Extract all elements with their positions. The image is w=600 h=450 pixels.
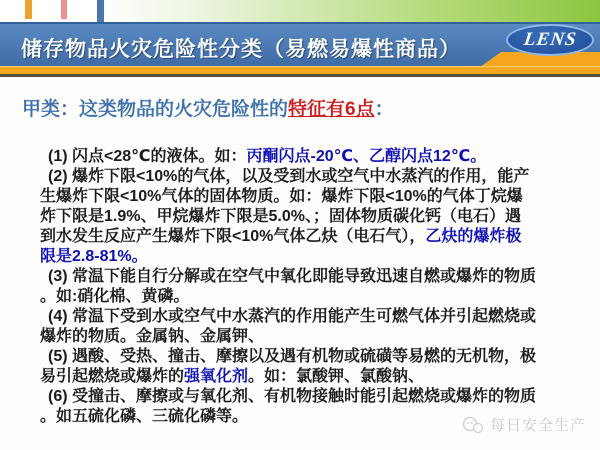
body-line xyxy=(40,267,592,287)
body-line xyxy=(40,327,592,347)
lens-logo-text: LENS xyxy=(522,29,578,50)
body-line xyxy=(40,147,592,167)
body-segment: 。如：氯酸钾、氯酸钠、 xyxy=(248,368,425,385)
highlighted-text: 乙炔的爆炸极 xyxy=(425,228,522,245)
top-gradient-strip xyxy=(0,0,600,22)
body-segment: (2) 爆炸下限<10%的气体，以及受到水或空气中水蒸汽的作用，能产 xyxy=(48,168,530,185)
body-segment: (6) 受撞击、摩擦或与氧化剂、有机物接触时能引起燃烧或爆炸的物质 xyxy=(48,388,537,405)
decor-bar-orange xyxy=(25,0,32,19)
heading-emphasis: 特征有6点 xyxy=(288,99,375,120)
body-segment: 生爆炸下限<10%气体的固体物质。如：爆炸下限<10%的气体丁烷爆 xyxy=(40,188,523,205)
body-segment: (4) 常温下受到水或空气中水蒸汽的作用能产生可燃气体并引起燃烧或 xyxy=(48,308,537,325)
section-heading xyxy=(22,94,394,121)
slide-title: 储存物品火灾危险性分类（易燃易爆性商品） xyxy=(21,38,461,61)
decor-bar-pink xyxy=(61,0,67,19)
body-segment: 到水发生反应产生爆炸下限<10%气体乙炔（电石气）， xyxy=(40,228,426,245)
watermark xyxy=(461,414,586,435)
banner-orange-strip xyxy=(0,66,600,74)
body-line xyxy=(40,367,592,387)
body-text xyxy=(40,147,592,427)
body-segment: (5) 遇酸、受热、撞击、摩擦以及遇有机物或硫磺等易燃的无机物，极 xyxy=(48,348,537,365)
body-line xyxy=(40,287,592,307)
body-line xyxy=(40,207,592,227)
body-segment: 易引起燃烧或爆炸的 xyxy=(40,368,185,385)
body-line xyxy=(40,187,592,207)
highlighted-text: 强氧化剂 xyxy=(184,368,249,385)
heading-lead: 甲类：这类物品的火灾危险性的 xyxy=(22,99,289,120)
body-segment: 。如:硝化棉、黄磷。 xyxy=(40,288,190,305)
body-line xyxy=(40,347,592,367)
body-line xyxy=(40,247,592,267)
watermark-logo-icon xyxy=(461,415,485,435)
heading-tail: ： xyxy=(374,99,394,120)
banner-dark-underline xyxy=(0,74,600,77)
body-line xyxy=(40,167,592,187)
highlighted-text: 限是2.8-81%。 xyxy=(40,248,148,265)
body-line xyxy=(40,387,592,407)
decor-bar-blue xyxy=(97,0,104,22)
body-segment: 炸下限是1.9%、甲烷爆炸下限是5.0%、；固体物质碳化钙（电石）遇 xyxy=(40,208,521,225)
body-segment: 。如五硫化磷、三硫化磷等。 xyxy=(40,408,249,425)
body-line xyxy=(40,307,592,327)
watermark-text: 每日安全生产 xyxy=(489,417,586,434)
body-line xyxy=(40,227,592,247)
lens-logo xyxy=(506,24,594,56)
body-segment: 爆炸的物质。金属钠、金属钾、 xyxy=(40,328,265,345)
body-segment: (3) 常温下能自行分解或在空气中氧化即能导致迅速自燃或爆炸的物质 xyxy=(48,268,537,285)
body-segment: (1) 闪点<28℃的液体。如： xyxy=(48,148,247,165)
highlighted-text: 丙酮闪点-20℃、乙醇闪点12℃。 xyxy=(246,148,487,165)
